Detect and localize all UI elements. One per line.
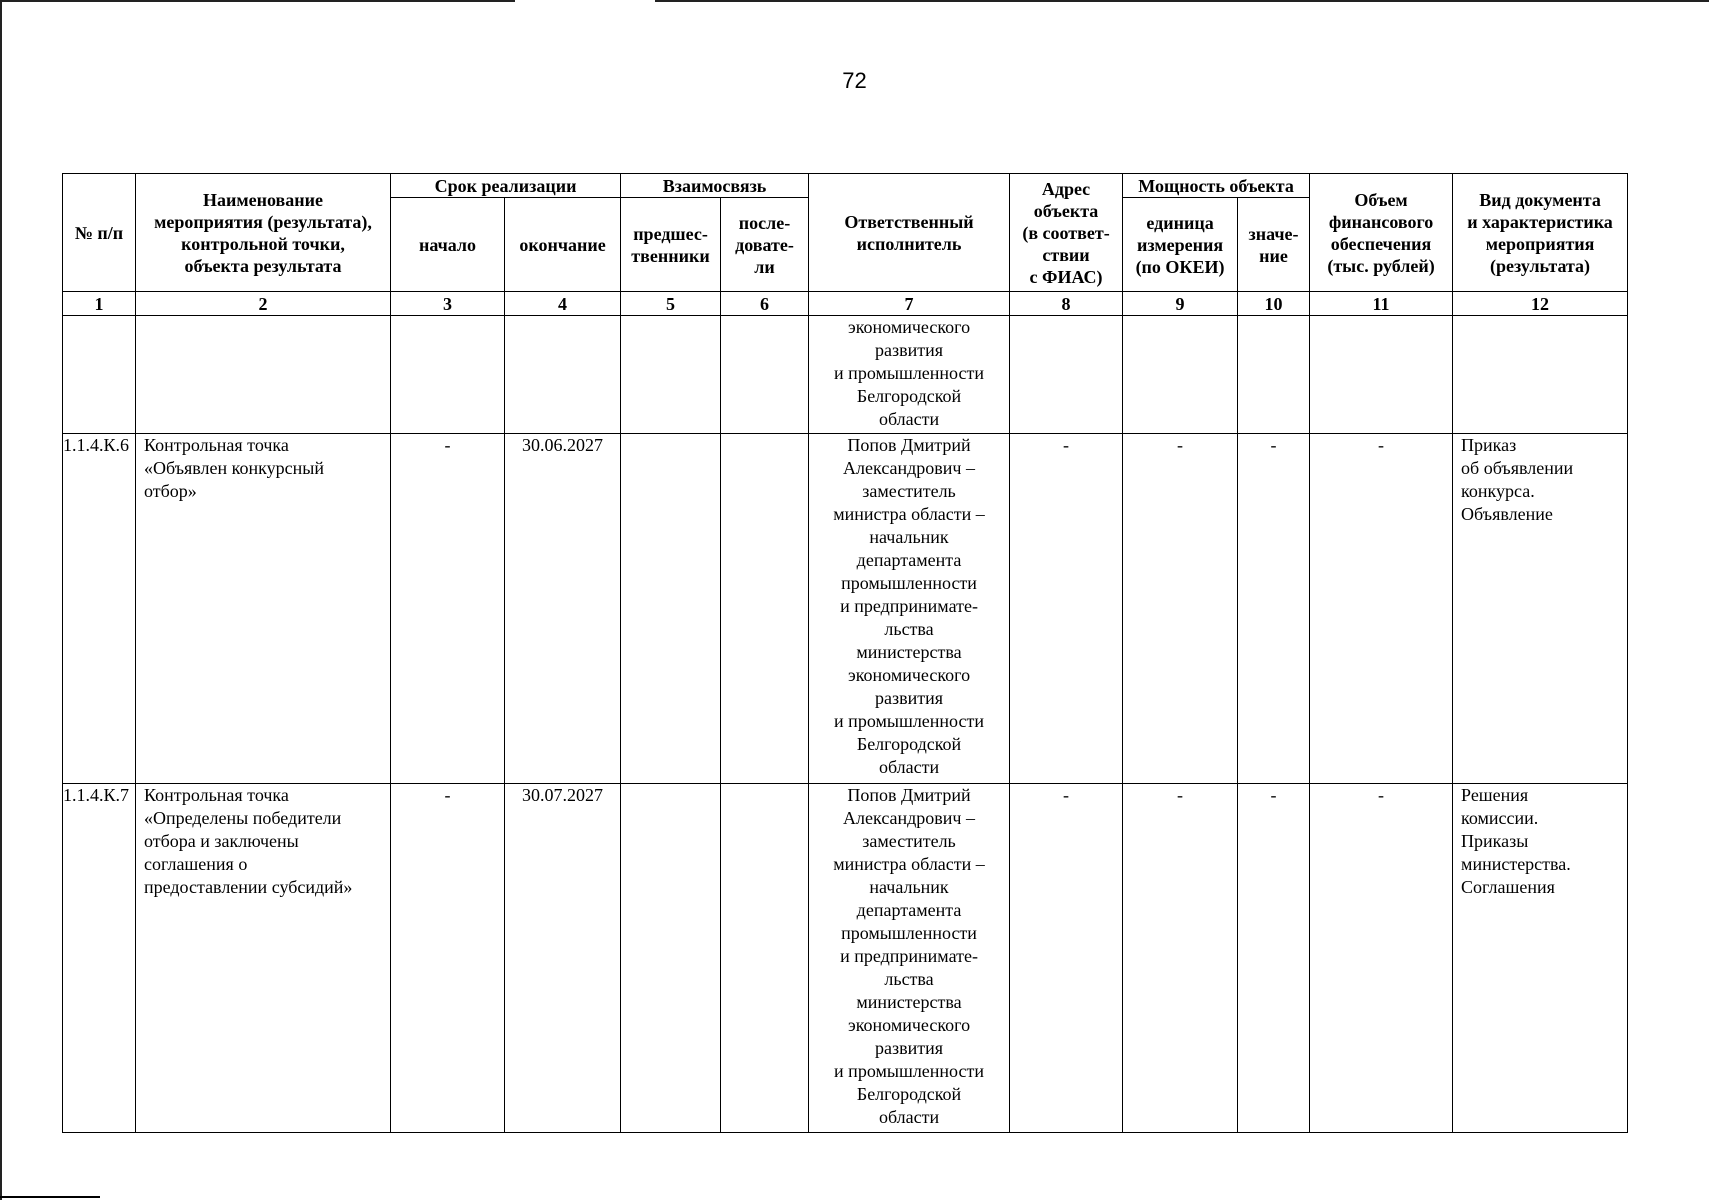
column-number: 2 (136, 292, 391, 316)
column-number: 12 (1453, 292, 1628, 316)
scan-edge-top-right (655, 0, 1709, 2)
cell-responsible: Попов Дмитрий Александрович – заместитель министра области – начальник департамента промышленности и предпринимате- льства министерства экономического развития и промышленности Белгородской области (809, 784, 1010, 1133)
header-relation: Взаимосвязь (621, 174, 809, 198)
column-number: 10 (1238, 292, 1310, 316)
cell-finance (1310, 316, 1453, 434)
cell-pred (621, 784, 721, 1133)
cell-name: Контрольная точка «Объявлен конкурсный отбор» (136, 434, 391, 784)
header-capacity-value: значе- ние (1238, 198, 1310, 292)
column-number: 11 (1310, 292, 1453, 316)
header-number: № п/п (63, 174, 136, 292)
column-number: 3 (391, 292, 505, 316)
cell-doc: Приказ об объявлении конкурса. Объявление (1453, 434, 1628, 784)
cell-next (721, 784, 809, 1133)
cell-finance: - (1310, 434, 1453, 784)
column-number: 6 (721, 292, 809, 316)
scan-edge-top-left (0, 0, 515, 2)
cell-id: 1.1.4.К.7 (63, 784, 136, 1133)
column-number: 7 (809, 292, 1010, 316)
header-capacity-unit: единица измерения (по ОКЕИ) (1123, 198, 1238, 292)
cell-pred (621, 316, 721, 434)
cell-unit: - (1123, 784, 1238, 1133)
cell-doc: Решения комиссии. Приказы министерства. Соглашения (1453, 784, 1628, 1133)
column-number: 4 (505, 292, 621, 316)
cell-address: - (1010, 784, 1123, 1133)
cell-responsible: экономического развития и промышленности Белгородской области (809, 316, 1010, 434)
cell-next (721, 316, 809, 434)
header-period-end: окончание (505, 198, 621, 292)
cell-pred (621, 434, 721, 784)
table-row (63, 434, 1628, 784)
table-row (63, 316, 1628, 434)
header-capacity: Мощность объекта (1123, 174, 1310, 198)
cell-name: Контрольная точка «Определены победители отбора и заключены соглашения о предоставлении субсидий» (136, 784, 391, 1133)
header-relation-pred: предшес- твенники (621, 198, 721, 292)
cell-responsible: Попов Дмитрий Александрович – заместитель министра области – начальник департамента промышленности и предпринимате- льства министерства экономического развития и промышленности Белгородской области (809, 434, 1010, 784)
header-relation-next: после- довате- ли (721, 198, 809, 292)
cell-finance: - (1310, 784, 1453, 1133)
header-responsible: Ответственный исполнитель (809, 174, 1010, 292)
cell-start (391, 316, 505, 434)
column-number: 8 (1010, 292, 1123, 316)
cell-id (63, 316, 136, 434)
cell-unit (1123, 316, 1238, 434)
cell-address: - (1010, 434, 1123, 784)
cell-address (1010, 316, 1123, 434)
header-doc-type: Вид документа и характеристика мероприятия (результата) (1453, 174, 1628, 292)
column-number: 5 (621, 292, 721, 316)
cell-doc (1453, 316, 1628, 434)
cell-unit: - (1123, 434, 1238, 784)
cell-start: - (391, 434, 505, 784)
cell-end: 30.06.2027 (505, 434, 621, 784)
header-period-start: начало (391, 198, 505, 292)
cell-value (1238, 316, 1310, 434)
column-number: 9 (1123, 292, 1238, 316)
scan-edge-bottom (0, 1196, 100, 1198)
header-address: Адрес объекта (в соответ- ствии с ФИАС) (1010, 174, 1123, 292)
cell-name (136, 316, 391, 434)
column-number: 1 (63, 292, 136, 316)
page-number: 72 (842, 68, 867, 93)
cell-value: - (1238, 784, 1310, 1133)
header-name: Наименование мероприятия (результата), контрольной точки, объекта результата (136, 174, 391, 292)
header-period: Срок реализации (391, 174, 621, 198)
cell-end: 30.07.2027 (505, 784, 621, 1133)
plan-table (62, 173, 1628, 1133)
header-finance: Объем финансового обеспечения (тыс. рублей) (1310, 174, 1453, 292)
scan-edge-left (0, 0, 2, 1200)
cell-next (721, 434, 809, 784)
cell-start: - (391, 784, 505, 1133)
cell-end (505, 316, 621, 434)
cell-value: - (1238, 434, 1310, 784)
cell-id: 1.1.4.К.6 (63, 434, 136, 784)
table-row (63, 784, 1628, 1133)
